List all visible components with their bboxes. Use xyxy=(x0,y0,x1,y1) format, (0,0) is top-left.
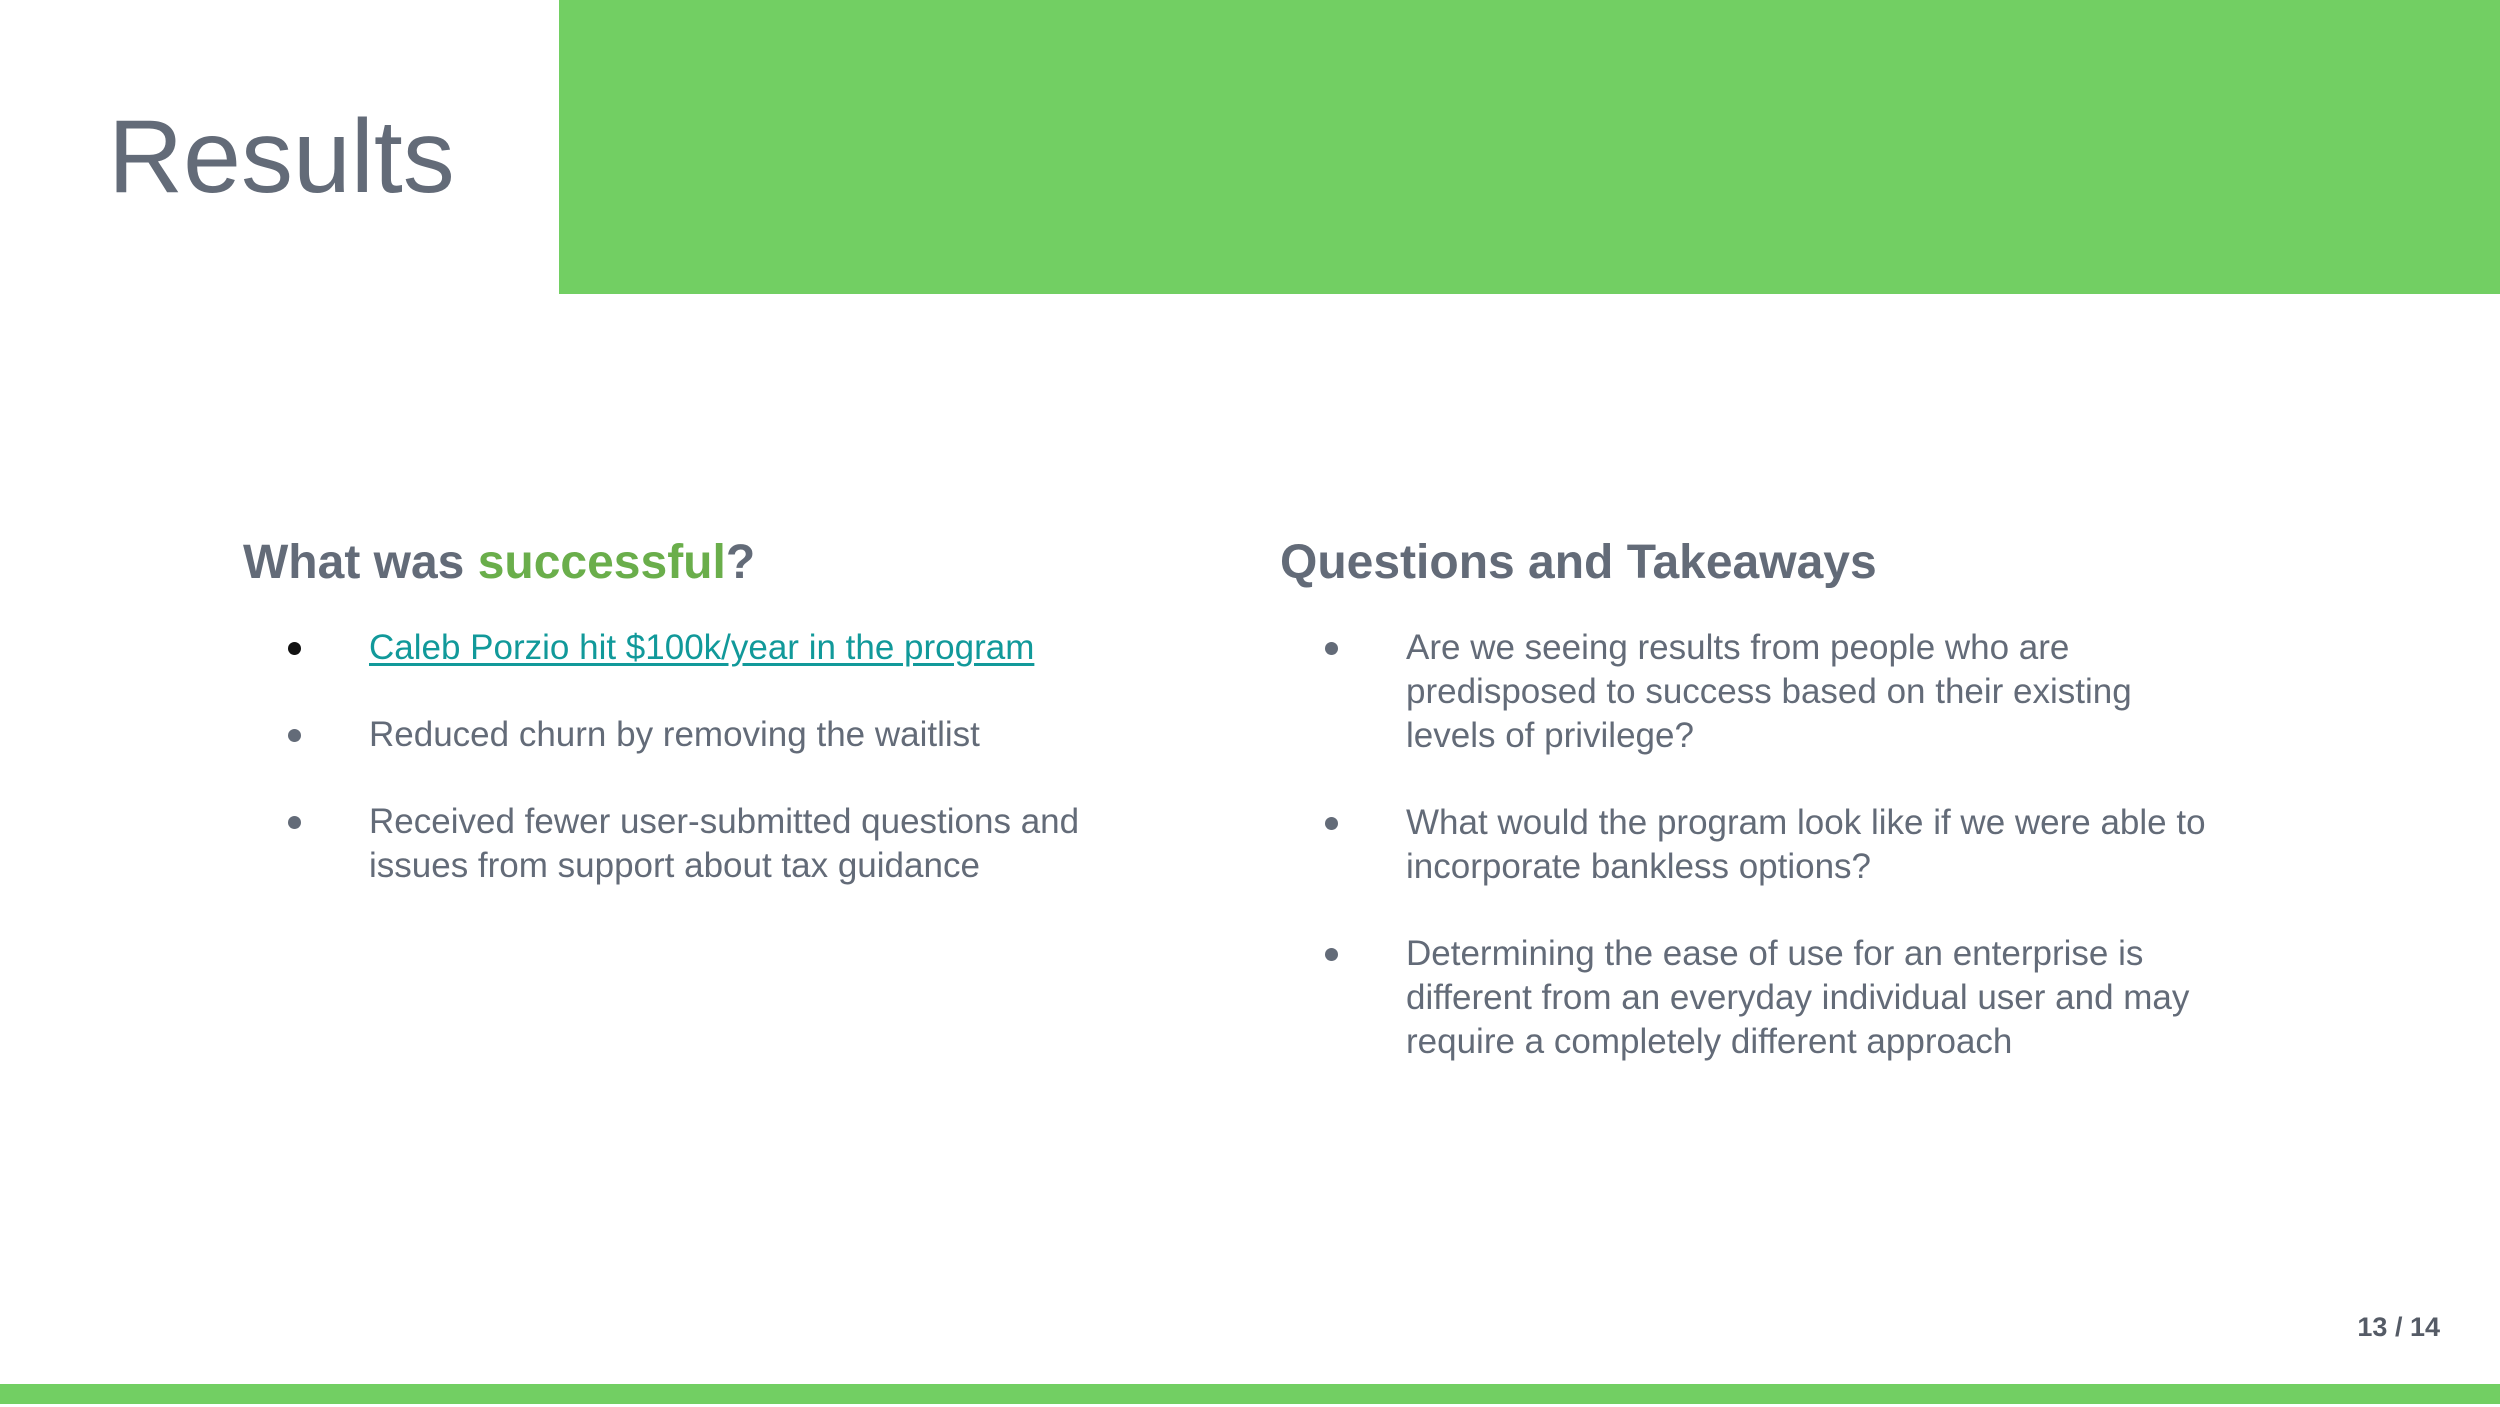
page-current: 13 xyxy=(2357,1312,2388,1342)
bullet-icon xyxy=(1325,642,1338,655)
heading-accent: successful xyxy=(477,536,726,589)
takeaways-column xyxy=(1280,534,2230,1107)
list-item xyxy=(243,800,1143,888)
page-number xyxy=(2357,1312,2440,1343)
list-item-text: Reduced churn by removing the waitlist xyxy=(369,715,980,754)
bullet-icon xyxy=(1325,948,1338,961)
heading-suffix: ? xyxy=(725,536,756,589)
list-item xyxy=(243,626,1143,670)
list-item-text: Are we seeing results from people who are predisposed to success based on their existing levels of privilege? xyxy=(1406,628,2132,755)
bullet-icon xyxy=(288,642,301,655)
successes-heading xyxy=(243,534,1143,592)
bullet-icon xyxy=(1325,817,1338,830)
caleb-porzio-link[interactable]: Caleb Porzio hit $100k/year in the program xyxy=(369,628,1035,667)
list-item-text: What would the program look like if we were able to incorporate bankless options? xyxy=(1406,803,2206,886)
header-banner xyxy=(559,0,2500,294)
successes-column xyxy=(243,534,1143,931)
bullet-icon xyxy=(288,816,301,829)
list-item-text: Determining the ease of use for an enterprise is different from an everyday individual user and may require a completely different approach xyxy=(1406,934,2190,1061)
page-total: 14 xyxy=(2409,1312,2440,1342)
takeaways-heading: Questions and Takeaways xyxy=(1280,536,1877,589)
footer-bar xyxy=(0,1384,2500,1404)
successes-list xyxy=(243,626,1143,888)
list-item xyxy=(1280,932,2230,1064)
heading-prefix: What was xyxy=(243,536,478,589)
takeaways-list xyxy=(1280,626,2230,1064)
list-item-text: Received fewer user-submitted questions and issues from support about tax guidance xyxy=(369,802,1080,885)
page-separator: / xyxy=(2387,1312,2410,1342)
list-item xyxy=(243,713,1143,757)
list-item xyxy=(1280,801,2230,889)
slide-title: Results xyxy=(108,99,455,215)
list-item xyxy=(1280,626,2230,758)
bullet-icon xyxy=(288,729,301,742)
